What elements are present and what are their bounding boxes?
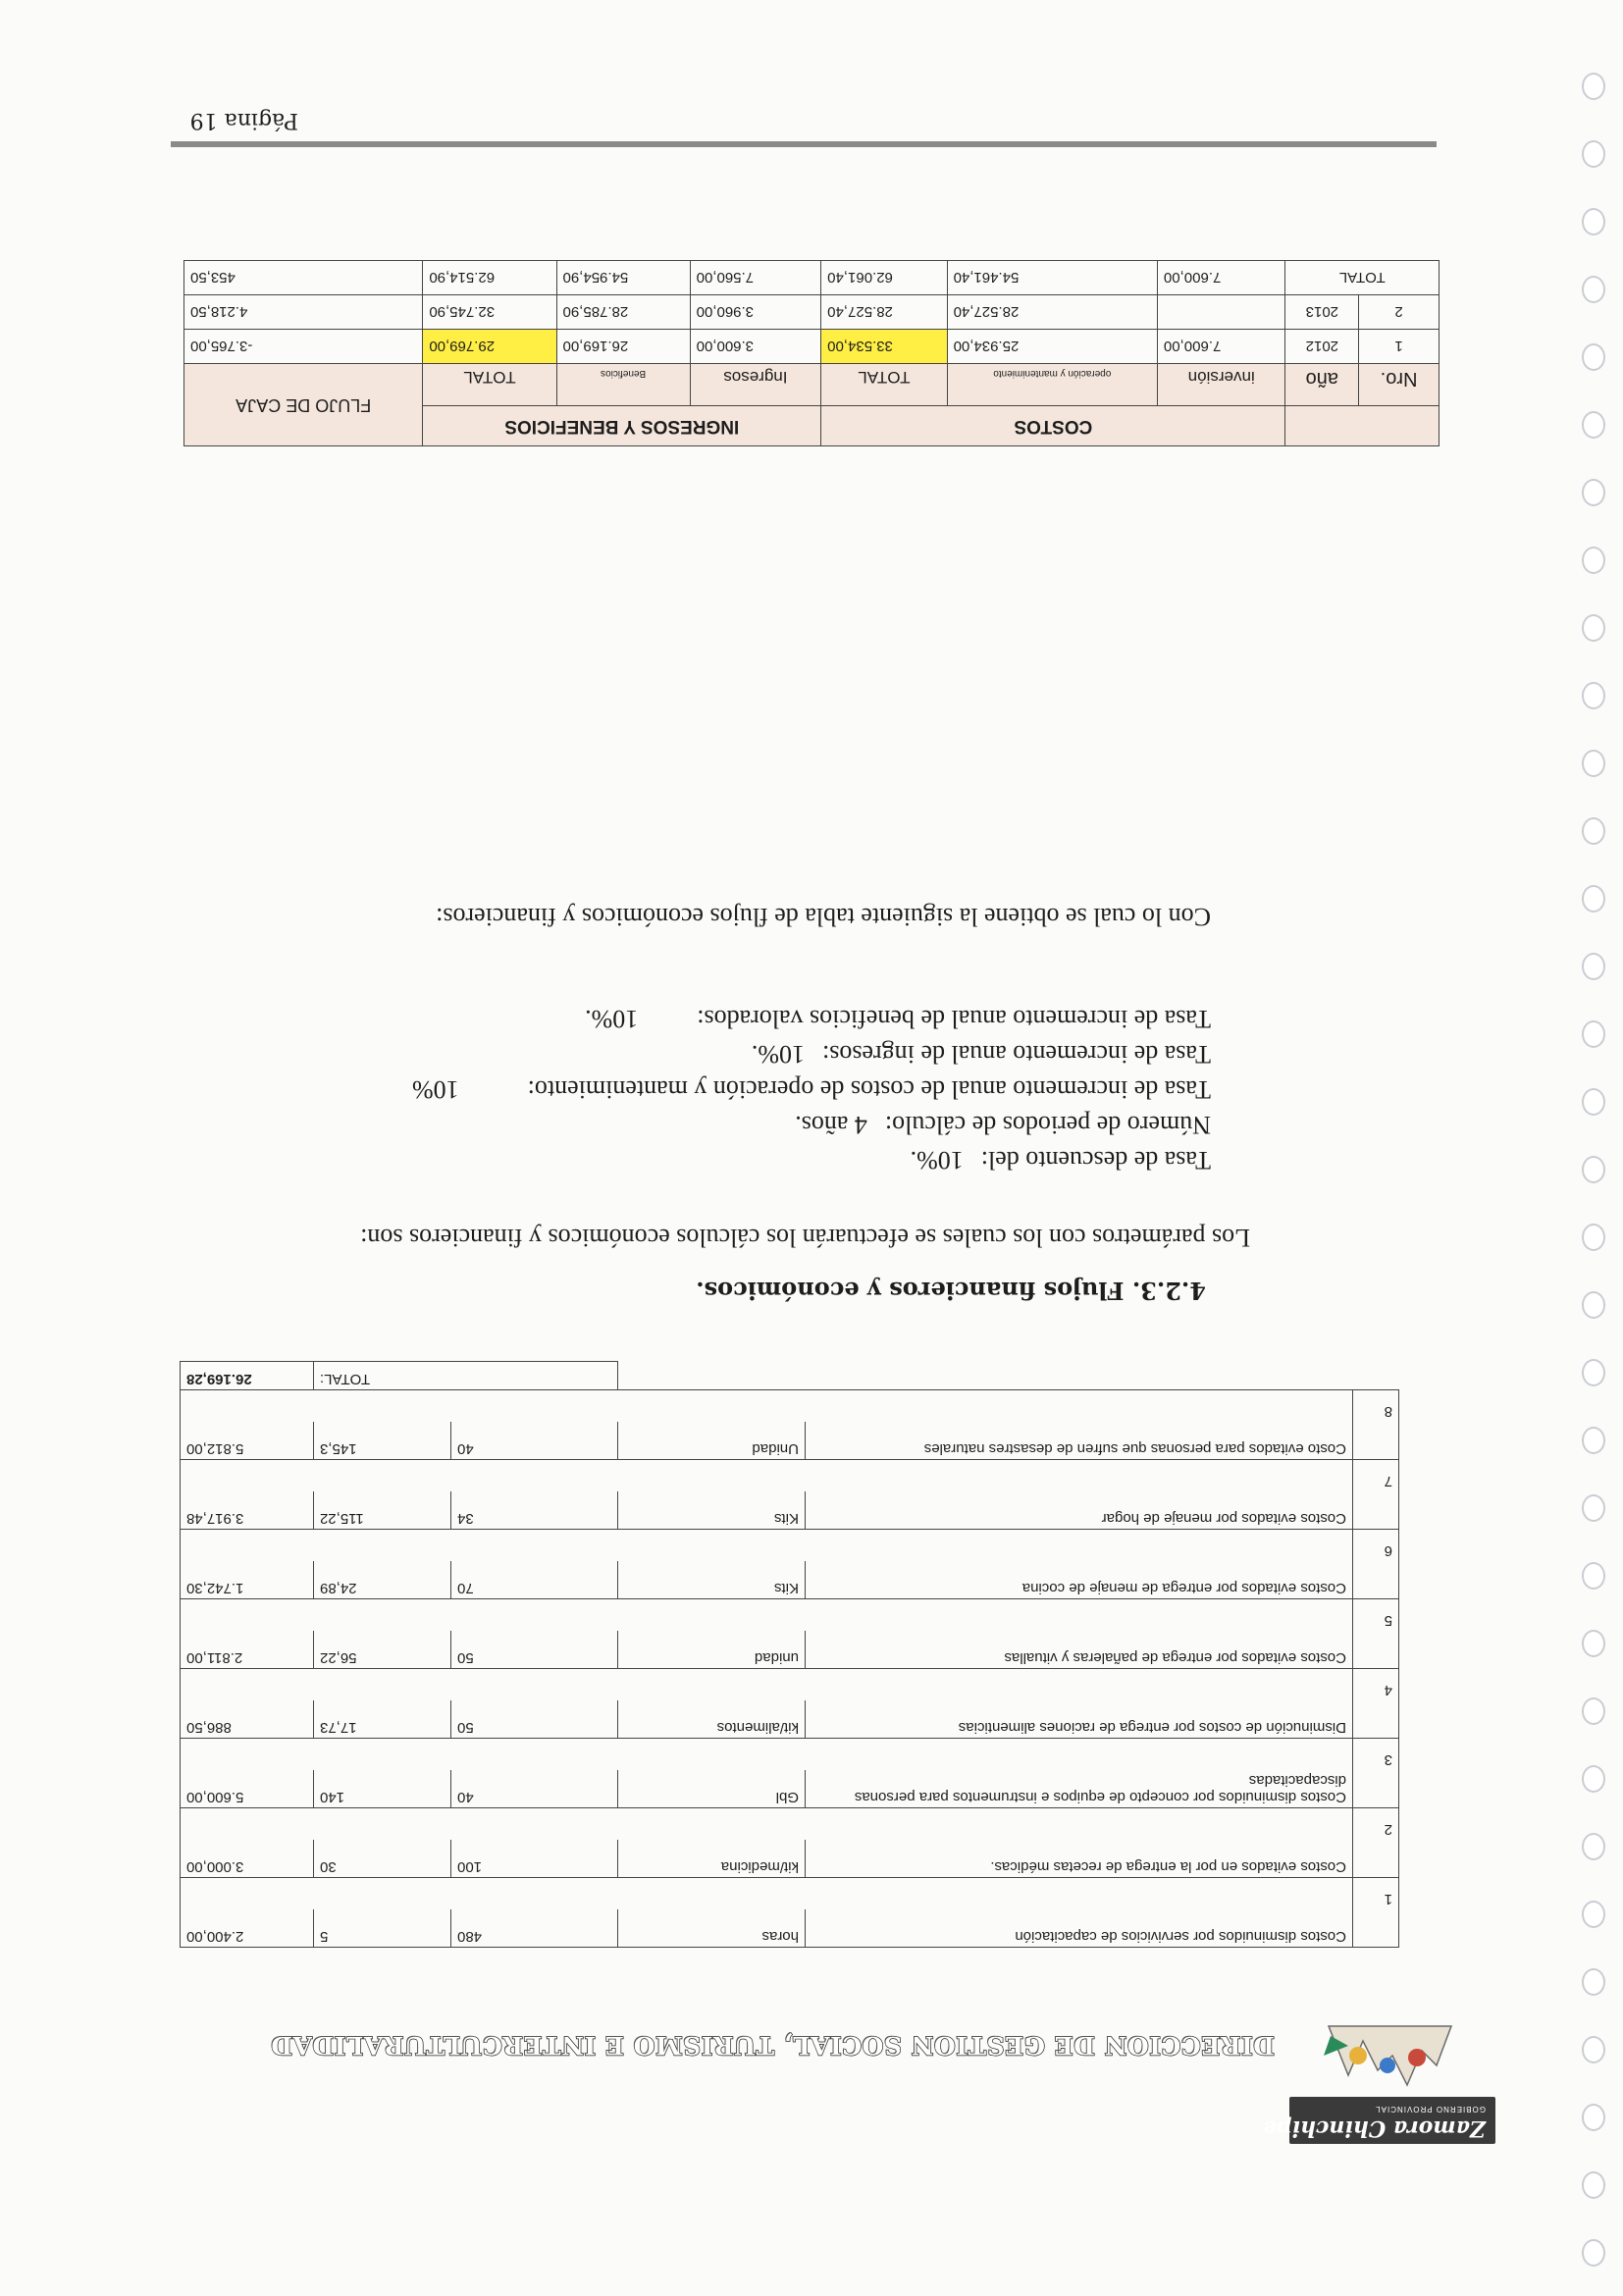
total-label: TOTAL:: [314, 1362, 618, 1390]
binder-hole: [1582, 1765, 1605, 1793]
benefit-value: 2.400,00: [181, 1909, 314, 1948]
binder-hole: [1582, 1901, 1605, 1928]
binder-hole: [1582, 885, 1605, 913]
parameter-line: Tasa de descuento del:10%.: [910, 1146, 1211, 1174]
row-spacer: [181, 1390, 1353, 1423]
benefit-row: [181, 1491, 1399, 1530]
benefit-row: [181, 1909, 1399, 1948]
nro-header: Nro.: [1380, 368, 1418, 390]
costs-group-header: COSTOS: [821, 406, 1285, 446]
row-number: 5: [1353, 1599, 1399, 1632]
row-spacer: [181, 1599, 1353, 1632]
benefit-description: Costos disminuidos por concepto de equipos e instrumentos para personas discapacitadas: [806, 1770, 1353, 1808]
benefit-row: [181, 1770, 1399, 1808]
cell-income: 3.600,00: [690, 330, 821, 364]
operation-header: operación y mantenimiento: [993, 368, 1112, 379]
income-group-header: INGRESOS Y BENEFICIOS: [423, 406, 821, 446]
cell-nro: 2: [1359, 295, 1440, 330]
page-number: Página 19: [189, 108, 298, 132]
cell-total-costs: 33.534,00: [821, 330, 947, 364]
binder-hole: [1582, 1562, 1605, 1590]
year-header: año: [1305, 368, 1339, 390]
closing-paragraph: Con lo cual se obtiene la siguiente tabla de flujos económicos y financieros:: [436, 903, 1211, 931]
benefit-unit-price: 56,22: [314, 1631, 451, 1669]
total-total-income: 62.514,90: [423, 261, 556, 295]
benefit-row-number: [181, 1808, 1399, 1841]
cell-year: 2012: [1285, 330, 1359, 364]
benefit-value: 2.811,00: [181, 1631, 314, 1669]
benefit-row-number: [181, 1390, 1399, 1423]
cell-investment: [1157, 295, 1285, 330]
benefit-unit: Kits: [618, 1561, 806, 1599]
binder-hole: [1582, 2104, 1605, 2131]
binder-hole: [1582, 2036, 1605, 2063]
parameter-line: Tasa de incremento anual de beneficios valorados:10%.: [585, 1005, 1211, 1033]
benefit-quantity: 480: [451, 1909, 618, 1948]
row-number: 2: [1353, 1808, 1399, 1841]
benefit-row-number: [181, 1669, 1399, 1701]
binder-hole: [1582, 343, 1605, 371]
benefit-row-number: [181, 1739, 1399, 1771]
total-value: 26.169,28: [181, 1362, 314, 1390]
benefit-unit: unidad: [618, 1631, 806, 1669]
logo-subtitle: GOBIERNO PROVINCIAL: [1375, 2105, 1486, 2113]
cash-flow-row: [184, 295, 1440, 330]
binder-hole: [1582, 682, 1605, 709]
row-number: 3: [1353, 1739, 1399, 1771]
benefit-unit: Unidad: [618, 1422, 806, 1460]
benefit-row-number: [181, 1530, 1399, 1562]
benefit-quantity: 50: [451, 1631, 618, 1669]
binder-hole: [1582, 547, 1605, 574]
cell-nro: 1: [1359, 330, 1440, 364]
benefit-row: [181, 1700, 1399, 1739]
benefit-row: [181, 1422, 1399, 1460]
binder-hole: [1582, 1020, 1605, 1048]
binder-hole: [1582, 817, 1605, 845]
row-number-cell: [1353, 1909, 1399, 1948]
section-heading: 4.2.3. Flujos financieros y económicos.: [696, 1277, 1206, 1305]
cell-benefits: 26.169,00: [556, 330, 690, 364]
benefit-description: Costos evitados en por la entrega de recetas médicas.: [806, 1840, 1353, 1878]
cash-flow-table: [183, 260, 1440, 446]
binder-hole: [1582, 1224, 1605, 1251]
cell-operation: 25.934,00: [947, 330, 1157, 364]
benefit-description: Costos evitados por entrega de menaje de cocina: [806, 1561, 1353, 1599]
benefit-value: 5.600,00: [181, 1770, 314, 1808]
binder-hole: [1582, 1968, 1605, 1996]
binder-hole: [1582, 1833, 1605, 1860]
row-number-cell: [1353, 1422, 1399, 1460]
benefits-header: Beneficios: [601, 368, 647, 379]
benefit-description: Disminución de costos por entrega de raciones alimenticias: [806, 1700, 1353, 1739]
row-number-cell: [1353, 1631, 1399, 1669]
total-income-header: TOTAL: [463, 368, 516, 387]
binder-hole: [1582, 750, 1605, 777]
cell-cash: -3.765,00: [184, 330, 423, 364]
benefit-row-number: [181, 1878, 1399, 1910]
row-number-cell: [1353, 1770, 1399, 1808]
row-number: 7: [1353, 1460, 1399, 1492]
benefit-row-number: [181, 1460, 1399, 1492]
benefit-value: 5.812,00: [181, 1422, 314, 1460]
binder-hole: [1582, 73, 1605, 100]
benefit-value: 886,50: [181, 1700, 314, 1739]
binder-hole: [1582, 1156, 1605, 1183]
benefit-quantity: 50: [451, 1700, 618, 1739]
parameter-line: Número de periodos de cálculo:4 años.: [795, 1111, 1211, 1139]
binder-hole: [1582, 479, 1605, 506]
cell-benefits: 28.785,90: [556, 295, 690, 330]
benefit-unit: kit/medicina: [618, 1840, 806, 1878]
row-spacer: [181, 1460, 1353, 1492]
binder-holes: [1572, 29, 1611, 2267]
total-income: 7.560,00: [690, 261, 821, 295]
benefit-description: Costos evitados por menaje de hogar: [806, 1491, 1353, 1530]
benefit-row: [181, 1840, 1399, 1878]
binder-hole: [1582, 1697, 1605, 1725]
row-number-cell: [1353, 1491, 1399, 1530]
parameter-list: [412, 1001, 1211, 1177]
row-number-cell: [1353, 1700, 1399, 1739]
parameter-line: Tasa de incremento anual de costos de operación y mantenimiento:10%: [412, 1075, 1211, 1104]
page-header: [102, 2016, 1495, 2144]
binder-hole: [1582, 1088, 1605, 1116]
total-cash: 453,50: [184, 261, 423, 295]
benefit-unit-price: 30: [314, 1840, 451, 1878]
row-spacer: [181, 1530, 1353, 1562]
total-costs-header: TOTAL: [858, 368, 911, 387]
benefit-row: [181, 1631, 1399, 1669]
binder-hole: [1582, 1630, 1605, 1657]
benefit-row: [181, 1561, 1399, 1599]
benefit-quantity: 100: [451, 1840, 618, 1878]
benefit-unit-price: 115,22: [314, 1491, 451, 1530]
parameter-line: Tasa de incremento anual de ingresos:10%.: [751, 1040, 1211, 1069]
row-number: 4: [1353, 1669, 1399, 1701]
row-spacer: [181, 1808, 1353, 1841]
benefit-unit-price: 5: [314, 1909, 451, 1948]
binder-hole: [1582, 140, 1605, 168]
benefit-description: Costo evitados para personas que sufren de desastres naturales: [806, 1422, 1353, 1460]
total-label: TOTAL: [1285, 261, 1440, 295]
total-investment: 7.600,00: [1157, 261, 1285, 295]
cell-total-income: 29.769,00: [423, 330, 556, 364]
benefit-unit-price: 17,73: [314, 1700, 451, 1739]
benefit-unit-price: 145,3: [314, 1422, 451, 1460]
footer-rule: [171, 141, 1437, 147]
binder-hole: [1582, 1359, 1605, 1386]
binder-hole: [1582, 2171, 1605, 2199]
benefit-unit: kit/alimentos: [618, 1700, 806, 1739]
benefit-unit: Gbl: [618, 1770, 806, 1808]
row-spacer: [181, 1669, 1353, 1701]
benefit-quantity: 70: [451, 1561, 618, 1599]
binder-hole: [1582, 411, 1605, 439]
logo-illustration-icon: [1319, 2021, 1456, 2095]
income-header: Ingresos: [723, 368, 788, 387]
benefit-quantity: 40: [451, 1770, 618, 1808]
binder-hole: [1582, 953, 1605, 980]
benefit-value: 1.742,30: [181, 1561, 314, 1599]
group-header-row: [184, 406, 1440, 446]
binder-hole: [1582, 614, 1605, 642]
benefit-value: 3.000,00: [181, 1840, 314, 1878]
department-title: DIRECCION DE GESTION SOCIAL, TURISMO E INTERCULTURALIDAD: [270, 2031, 1275, 2060]
binder-hole: [1582, 1494, 1605, 1522]
benefit-value: 3.917,48: [181, 1491, 314, 1530]
cell-investment: 7.600,00: [1157, 330, 1285, 364]
cash-flow-total-row: [184, 261, 1440, 295]
cell-cash: 4.218,50: [184, 295, 423, 330]
total-operation: 54.461,40: [947, 261, 1157, 295]
cell-total-costs: 28.527,40: [821, 295, 947, 330]
benefit-row-number: [181, 1599, 1399, 1632]
logo-name: Zamora Chinchipe: [1263, 2115, 1486, 2141]
row-number: 8: [1353, 1390, 1399, 1423]
benefit-quantity: 34: [451, 1491, 618, 1530]
cell-operation: 28.527,40: [947, 295, 1157, 330]
benefit-description: Costos evitados por entrega de pañaleras y vituallas: [806, 1631, 1353, 1669]
total-spacer: [618, 1362, 1399, 1390]
cash-flow-row: [184, 330, 1440, 364]
benefits-total-row: [181, 1362, 1399, 1390]
row-number-cell: [1353, 1561, 1399, 1599]
total-benefits: 54.954,90: [556, 261, 690, 295]
benefit-quantity: 40: [451, 1422, 618, 1460]
binder-hole: [1582, 1291, 1605, 1319]
benefit-unit-price: 140: [314, 1770, 451, 1808]
benefit-description: Costos disminuidos por servivicios de capacitación: [806, 1909, 1353, 1948]
binder-hole: [1582, 276, 1605, 303]
binder-hole: [1582, 1427, 1605, 1454]
cell-year: 2013: [1285, 295, 1359, 330]
logo-badge: [1263, 2097, 1495, 2144]
row-spacer: [181, 1878, 1353, 1910]
benefit-unit: horas: [618, 1909, 806, 1948]
total-total-costs: 62.061,40: [821, 261, 947, 295]
benefits-table: [180, 1361, 1399, 1948]
parameters-intro: Los parámetros con los cuales se efectuarán los cálculos económicos y financieros son:: [360, 1224, 1250, 1252]
binder-hole: [1582, 2239, 1605, 2267]
row-number: 6: [1353, 1530, 1399, 1562]
benefit-unit: Kits: [618, 1491, 806, 1530]
cash-flow-header: FLUJO DE CAJA: [184, 364, 423, 446]
benefit-unit-price: 24,89: [314, 1561, 451, 1599]
row-number: 1: [1353, 1878, 1399, 1910]
row-number-cell: [1353, 1840, 1399, 1878]
binder-hole: [1582, 208, 1605, 235]
cell-total-income: 32.745,90: [423, 295, 556, 330]
provincial-logo: [1263, 2021, 1495, 2144]
cell-income: 3.960,00: [690, 295, 821, 330]
investment-header: inversión: [1187, 368, 1255, 387]
row-spacer: [181, 1739, 1353, 1771]
